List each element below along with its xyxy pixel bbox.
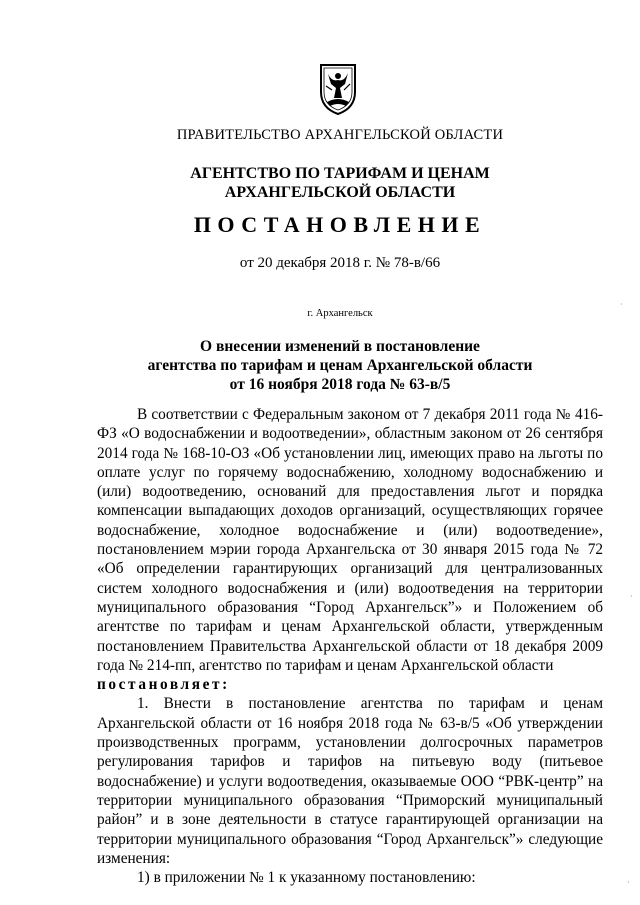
date-and-number: от 20 декабря 2018 г. № 78-в/66 [239,255,441,271]
agency-name [60,164,620,202]
subject-line1: О внесении изменений в постановление [200,338,480,355]
document-subject [60,337,620,394]
item-1-paragraph: 1. Внести в постановление агентства по тарифам и ценам Архангельской области от 16 ноября 2018 года № 63-в/5 «Об утверждении производственных программ, установлении долгосрочных параметров регулирования тарифов и тарифов на питьевую воду (питьевое водоснабжение) и услуги водоотведения, оказываемые ООО “РВК-центр” на территории муниципального образования “Приморский муниципальный район” и в зоне деятельности в статусе гарантирующей организации на территории муниципального образования “Город Архангельск”» следующие изменения: [97,695,603,867]
document-body [97,405,603,887]
scan-artifact-mark: · [627,878,630,887]
document-type-title: ПОСТАНОВЛЕНИЕ [193,212,487,237]
preamble-paragraph: В соответствии с Федеральным законом от 7 декабря 2011 года № 416-ФЗ «О водоснабжении и водоотведении», областным законом от 26 сентября 2014 года № 168-10-ОЗ «Об установлении лиц, имеющих право на льготы по оплате услуг по горячему водоснабжению, холодному водоснабжению и (или) водоотведению, оснований для предоставления льгот и порядка компенсации выпадающих доходов организаций, осуществляющих горячее водоснабжение, холодное водоснабжение и (или) водоотведение», постановлением мэрии города Архангельска от 30 января 2015 года № 72 «Об определении гарантирующих организаций для централизованных систем холодного водоснабжения и (или) водоотведения на территории муниципального образования “Город Архангельск”» и Положением об агентстве по тарифам и ценам Архангельской области, утвержденным постановлением Правительства Архангельской области от 18 декабря 2009 года № 214-пп, агентство по тарифам и ценам Архангельской области [97,406,603,674]
subject-line2: агентства по тарифам и ценам Архангельской области [147,357,533,374]
coat-of-arms-icon [318,62,358,116]
agency-name-line1: АГЕНТСТВО ПО ТАРИФАМ И ЦЕНАМ [190,165,490,182]
resolves-word: постановляет: [97,676,230,694]
agency-name-line2: АРХАНГЕЛЬСКОЙ ОБЛАСТИ [224,184,456,201]
subject-line3: от 16 ноября 2018 года № 63-в/5 [229,376,451,393]
government-name: ПРАВИТЕЛЬСТВО АРХАНГЕЛЬСКОЙ ОБЛАСТИ [176,127,504,143]
item-1-subitem-1: 1) в приложении № 1 к указанному постановлению: [137,869,476,887]
city: г. Архангельск [307,308,373,319]
scan-artifact-mark: · [630,592,633,601]
scan-artifact-mark: · [620,300,623,309]
